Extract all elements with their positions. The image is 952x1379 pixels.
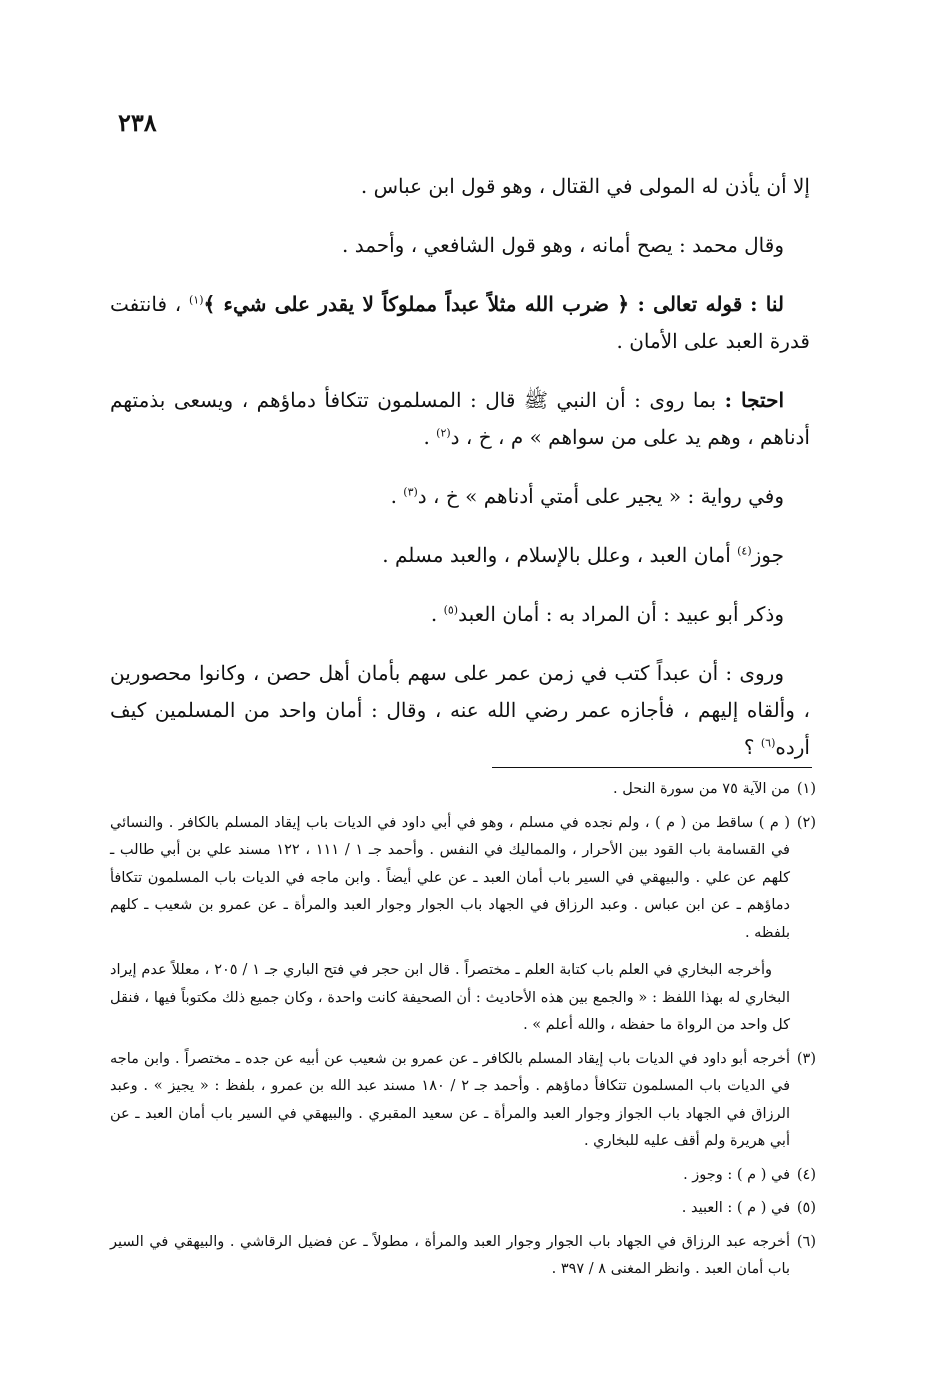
footnote-continuation: وأخرجه البخاري في العلم باب كتابة العلم ـ مختصراً . قال ابن حجر في فتح الباري جـ ١ / ٢٠٥ ، معللاً عدم إيراد البخاري له بهذا اللفظ : « والجمع بين هذه الأحاديث : أن الصحيفة كانت واحدة ، وكان جميع ذلك مكتوباً فيها ، فنقل كل واحد من الرواة ما حفظه ، والله أعلم » . [110,962,790,1033]
paragraph-text: ، فانتفت قدرة العبد على الأمان . [110,292,810,353]
paragraph-text: وذكر أبو عبيد : أن المراد به : أمان العبد [458,602,784,626]
paragraph-8 [110,655,810,766]
main-text [110,168,810,788]
paragraph-text: ؟ [743,735,755,759]
footnote-divider [492,767,812,768]
paragraph-7 [110,596,810,633]
paragraph-4 [110,382,810,456]
footnote-5 [110,1195,816,1223]
footnote-text: أخرجه أبو داود في الديات باب إيقاد المسلم بالكافر ـ عن عمرو بن شعيب عن أبيه عن جده ـ مختصراً . وابن ماجه في الديات باب المسلمون تتكافأ دماؤهم . وأحمد جـ ٢ / ١٨٠ مسند عبد الله بن عمرو ، بلفظ : « يجيز » . وعبد الرزاق في الجهاد باب الجواز وجوار العبد والمرأة ـ عن سعيد المقبري . والبيهقي في السير باب أمان العبد ـ عن أبي هريرة ولم أقف عليه للبخاري . [110,1050,790,1149]
footnote-ref-2: (٢) [436,426,451,440]
paragraph-text: جوز [751,543,784,567]
paragraph-lead: احتجا : [724,388,785,412]
footnote-number: (١) [796,781,816,797]
paragraph-text: . [430,602,438,626]
footnote-3 [110,1046,816,1156]
footnote-2 [110,810,816,1040]
footnote-text: أخرجه عبد الرزاق في الجهاد باب الجوار وجوار العبد والمرأة ، مطولاً ـ عن فضيل الرقاشي . والبيهقي في السير باب أمان العبد . وانظر المغنى ٨ / ٣٩٧ . [110,1233,790,1277]
footnote-number: (٣) [796,1050,816,1067]
footnote-number: (٢) [796,814,816,831]
paragraph-text: . [390,484,397,508]
footnote-text: في ( م ) : وجوز . [683,1166,790,1183]
paragraph-text: وفي رواية : « يجير على أمتي أدناهم » خ ، د [417,484,784,508]
paragraph-text: وروى : أن عبداً كتب في زمن عمر على سهم بأمان أهل حصن ، وكانوا محصورين ، وألقاه إليهم ، فأجازه عمر رضي الله عنه ، وقال : أمان واحد من المسلمين كيف أرده [110,661,810,759]
paragraph-text: . [423,425,430,449]
footnote-ref-3: (٣) [403,485,418,499]
paragraph-text: بما روى : أن النبي ﷺ قال : المسلمون تتكافأ دماؤهم ، ويسعى بذمتهم أدناهم ، وهم يد على من سواهم » م ، خ ، د [110,388,810,449]
footnote-ref-6: (٦) [760,736,776,750]
paragraph-5 [110,478,810,515]
paragraph-lead: لنا : [750,292,785,316]
footnote-ref-5: (٥) [443,603,459,617]
footnote-text: في ( م ) : العبيد . [681,1200,790,1216]
footnote-6 [110,1229,816,1284]
paragraph-3 [110,286,810,360]
footnote-number: (٦) [796,1233,816,1250]
footnote-number: (٤) [796,1166,816,1183]
footnote-4 [110,1162,816,1190]
footnote-text: ( م ) ساقط من ( م ) ، ولم نجده في مسلم ، وهو في أبي داود في الديات باب إيقاد المسلم بالكافر . والنسائي في القسامة باب القود بين الأحرار ، والمماليك في النفس . وأحمد جـ ١ / ١١١ ، ١٢٢ مسند علي بن أبي طالب ـ كلهم عن علي . والبيهقي في السير باب أمان العبد ـ عن علي أيضاً . وابن ماجه في الديات باب المسلمون تتكافأ دماؤهم ـ عن ابن عباس . وعبد الرزاق في الجهاد باب الجوار وجوار العبد والمرأة ـ عن عمرو بن شعيب ـ كلهم بلفظه . [110,814,790,941]
paragraph-6 [110,537,810,574]
paragraph-text: وقال محمد : يصح أمانه ، وهو قول الشافعي ، وأحمد . [341,233,784,257]
paragraph-2 [110,227,810,264]
footnote-1 [110,776,816,804]
footnote-text: من الآية ٧٥ من سورة النحل . [613,781,790,797]
footnote-ref-4: (٤) [737,544,752,558]
page-number: ٢٣٨ [118,108,157,137]
paragraph-text: إلا أن يأذن له المولى في القتال ، وهو قول ابن عباس . [360,174,810,198]
quran-verse: قوله تعالى : ﴿ ضرب الله مثلاً عبداً مملوكاً لا يقدر على شيء ﴾ [203,292,743,316]
paragraph-1 [110,168,810,205]
footnotes [110,776,816,1290]
footnote-ref-1: (١) [188,293,204,307]
footnote-number: (٥) [796,1200,816,1216]
paragraph-text: أمان العبد ، وعلل بالإسلام ، والعبد مسلم . [382,543,731,567]
